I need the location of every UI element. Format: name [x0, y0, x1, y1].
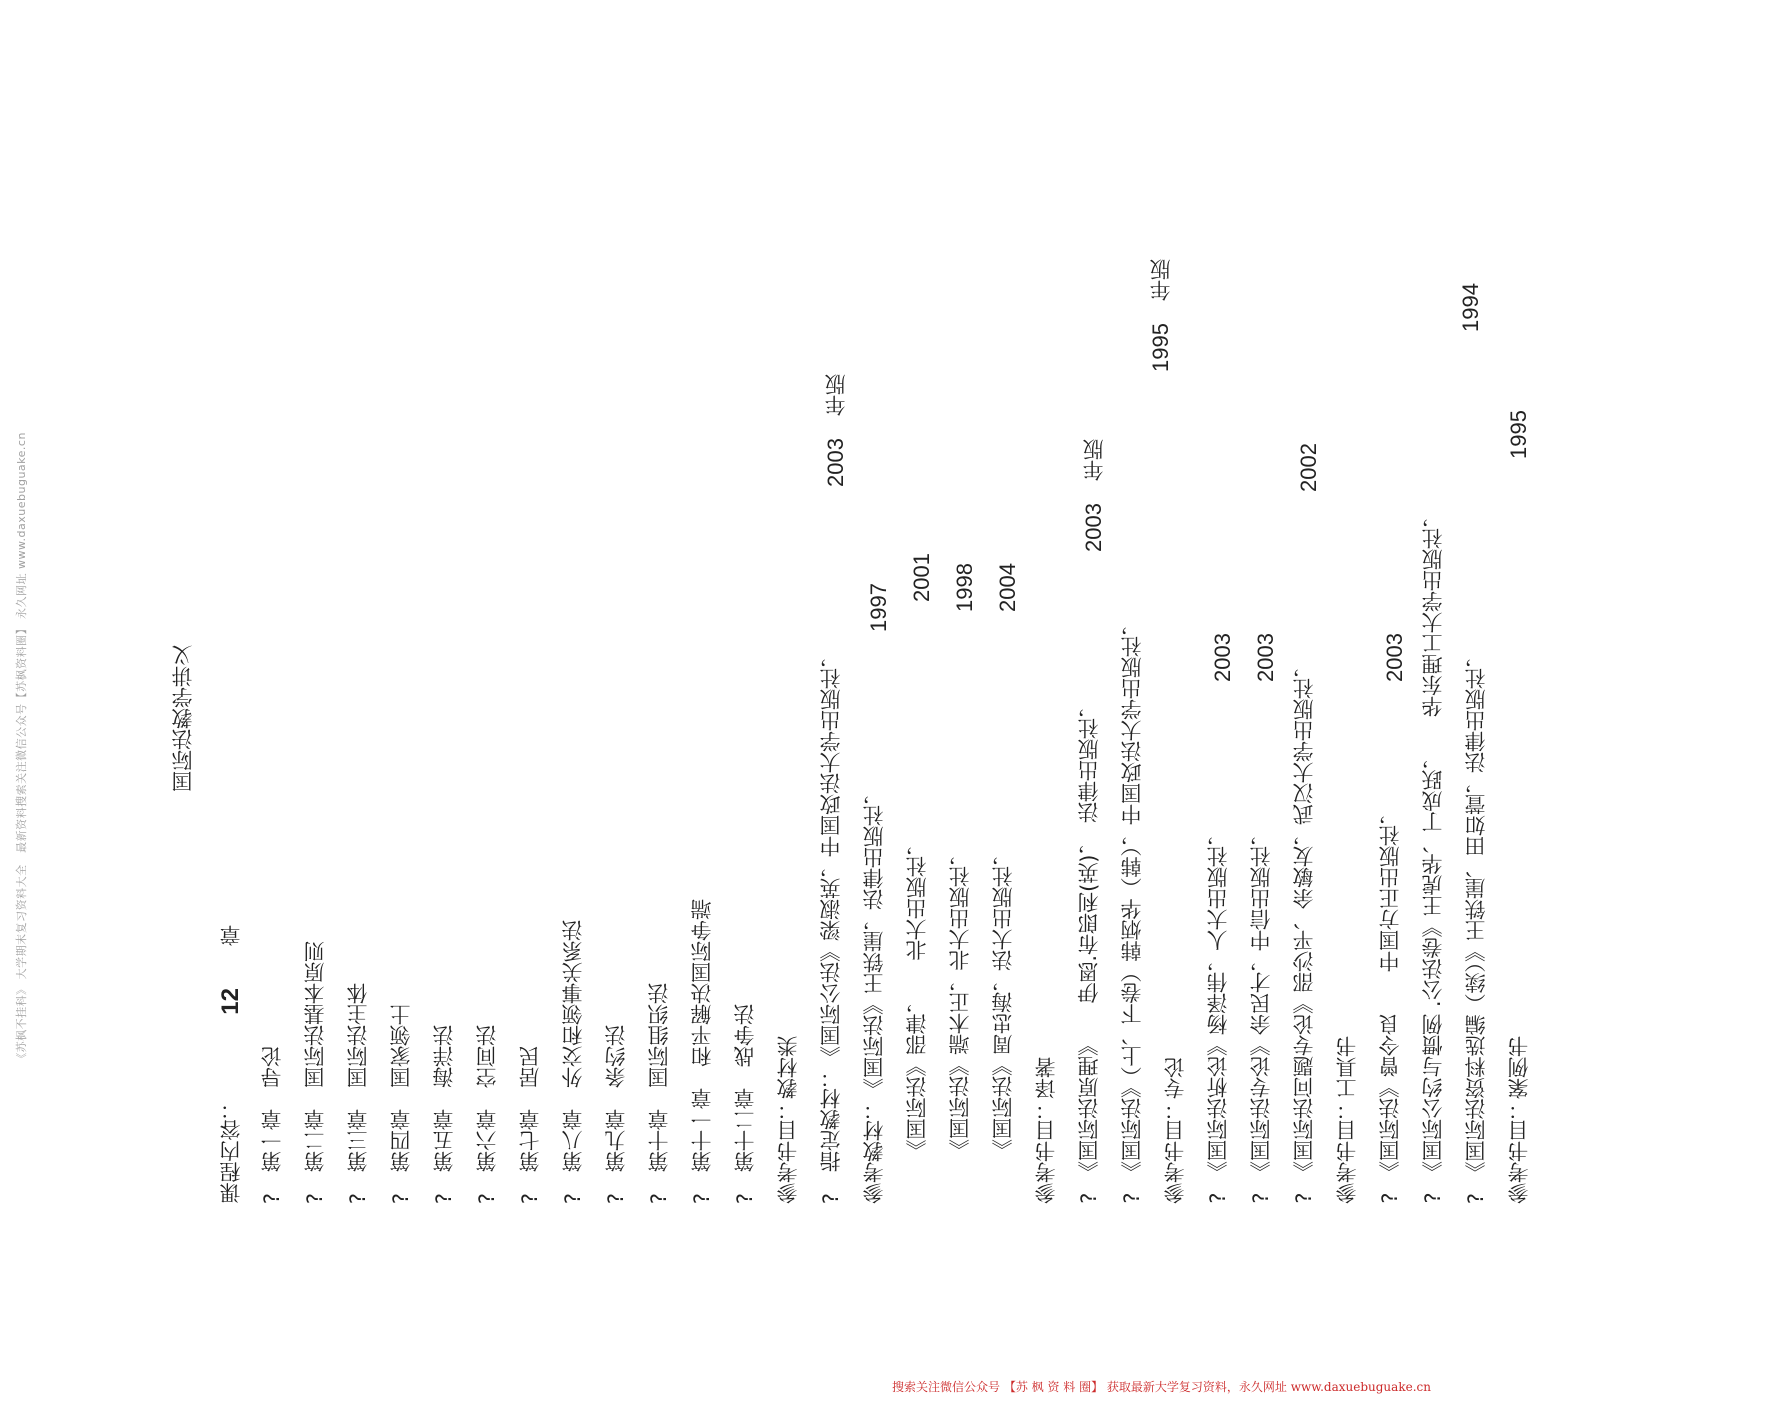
textbook-heading: 参考书目：教材类 [776, 1036, 800, 1204]
chapter-name: 国际组织法 [647, 982, 671, 1088]
chapter-row [735, 1004, 756, 1204]
chapter-name: 和平解决国际争端 [690, 898, 714, 1067]
chapter-row [606, 1025, 627, 1204]
chapter-bullet: ? [561, 1192, 585, 1204]
chapter-bullet: ? [475, 1192, 499, 1204]
reference-text: 《国际法》王铁崖，法律出版社， [862, 784, 886, 1099]
tools-bullet: ? [1421, 1192, 1445, 1204]
chapter-bullet: ? [733, 1192, 757, 1204]
monograph-heading: 参考书目：专论 [1163, 1057, 1187, 1204]
tools-text: 《国际公约与惯例 .公法卷》王虎华、丁成跃， 华东理工大学出版社， [1421, 507, 1445, 1172]
designated-label: 指定教材： [819, 1066, 843, 1172]
chapter-bullet: ? [389, 1192, 413, 1204]
chapter-row [649, 983, 670, 1204]
reference-text: 《国际法》端木正，北大出版社， [948, 845, 972, 1160]
cases-heading: 参考书目：案例书 [1507, 1036, 1531, 1204]
translated-text: 《国际法》（上、下卷）韩炳华（韩），中国政法大学出版社， [1120, 615, 1144, 1172]
chapter-bullet: ? [690, 1192, 714, 1204]
chapter-number: 第九章 [604, 1108, 628, 1172]
chapter-number: 第三章 [346, 1108, 370, 1172]
reference-textbook-line [993, 845, 1014, 1204]
chapter-name: 国际法基本原则 [303, 940, 327, 1088]
tools-item [1423, 507, 1444, 1204]
chapter-number: 第二章 [303, 1108, 327, 1172]
reference-textbook-line [907, 835, 928, 1205]
reference-label: 参考教材： [862, 1099, 886, 1204]
translated-year: 1995 年版 [1148, 259, 1173, 372]
footer-notice: 搜索关注微信公众号 【苏 枫 资 料 圈】 获取最新大学复习资料，永久网址 www.daxuebuguake.cn [892, 1380, 1431, 1394]
monograph-bullet: ? [1206, 1192, 1230, 1204]
designated-year: 2003 年版 [823, 374, 848, 487]
chapter-row [520, 1046, 541, 1204]
monograph-year: 2002 [1296, 443, 1321, 492]
chapter-name: 外交和领事关系法 [561, 919, 585, 1088]
reference-year: 1998 [952, 563, 977, 612]
designated-author: 梁淑英， [819, 856, 843, 941]
monograph-year: 2003 [1210, 633, 1235, 682]
chapter-bullet: ? [432, 1192, 456, 1204]
designated-publisher: 中国政法大学出版社， [819, 646, 843, 857]
monograph-bullet: ? [1249, 1192, 1273, 1204]
tools-year: 1994 [1458, 283, 1483, 332]
monograph-item [1208, 825, 1229, 1204]
chapter-bullet: ? [647, 1192, 671, 1204]
chapter-bullet: ? [303, 1192, 327, 1204]
chapter-name: 国家领土 [389, 1003, 413, 1088]
monograph-text: 《国际法问题专论》邵沙平、余敏友，武汉大学出版社， [1292, 657, 1316, 1172]
chapter-number: 第十章 [647, 1108, 671, 1172]
chapter-name: 国际法主体 [346, 982, 370, 1088]
translated-bullet: ? [1077, 1192, 1101, 1204]
translated-item [1122, 615, 1143, 1204]
chapter-number: 第十二章 [733, 1087, 757, 1172]
chapter-number: 第一章 [260, 1108, 284, 1172]
chapter-row [563, 920, 584, 1204]
chapter-name: 居民 [518, 1045, 542, 1088]
chapter-number: 第七章 [518, 1108, 542, 1172]
translated-year: 2003 年版 [1081, 439, 1106, 552]
tools-item [1466, 647, 1487, 1204]
chapter-name: 条约法 [604, 1024, 628, 1088]
reference-text: 《国际法》邵津， 北大出版社， [905, 834, 929, 1160]
tools-text: 《国际法》曾令良 中国方正出版社， [1378, 804, 1402, 1172]
translated-item [1079, 697, 1100, 1204]
course-unit: 章 [219, 925, 243, 947]
side-watermark [13, 395, 29, 1100]
reference-textbook-line [864, 784, 885, 1204]
translated-heading: 参考书目：译著 [1034, 1057, 1058, 1204]
course-content-line [219, 925, 243, 1204]
translated-text: 《国际法原理》 伊恩.布郎利(英)， 法律出版社， [1077, 697, 1101, 1172]
chapter-bullet: ? [346, 1192, 370, 1204]
chapter-row [477, 1025, 498, 1204]
monograph-year: 2003 [1253, 633, 1278, 682]
tools-year: 2003 [1382, 633, 1407, 682]
chapter-bullet: ? [260, 1192, 284, 1204]
chapter-name: 导论 [260, 1045, 284, 1088]
side-watermark-text: 《苏枫不挂科》 大学期末复习资料大全 最新资料搜索关注微信公众号【苏枫资料圈】 永久网址 www.daxuebuguake.cn [15, 431, 29, 1064]
reference-year: 2004 [995, 563, 1020, 612]
page-title: 国际法教学讲义 [171, 645, 195, 792]
designated-book: 《国际公法》 [819, 940, 843, 1067]
chapter-number: 第四章 [389, 1108, 413, 1172]
chapter-number: 第六章 [475, 1108, 499, 1172]
chapter-row [262, 1046, 283, 1204]
chapter-row [305, 941, 326, 1204]
chapter-bullet: ? [518, 1192, 542, 1204]
chapter-row [391, 1004, 412, 1204]
chapter-row [348, 983, 369, 1204]
chapter-name: 战争法 [733, 1003, 757, 1067]
chapter-name: 海洋法 [432, 1024, 456, 1088]
chapter-number: 第八章 [561, 1108, 585, 1172]
course-label: 课程内容： [219, 1099, 243, 1204]
chapter-row [434, 1025, 455, 1204]
monograph-text: 《国际法析论》杨泽伟，人大出版社， [1206, 825, 1230, 1172]
tools-heading: 参考书目：工具书 [1335, 1036, 1359, 1204]
chapter-row [692, 899, 713, 1204]
chapter-number: 第十一章 [690, 1087, 714, 1172]
tools-item [1380, 804, 1401, 1204]
designated-bullet: ? [819, 1192, 843, 1204]
monograph-item [1294, 657, 1315, 1204]
reference-year: 2001 [909, 553, 934, 602]
tools-year: 1995 [1506, 410, 1531, 459]
course-count: 12 [217, 988, 244, 1015]
designated-textbook-line [821, 647, 842, 1204]
monograph-text: 《国际法专论》余民才，中信出版社， [1249, 825, 1273, 1172]
chapter-name: 空间法 [475, 1024, 499, 1088]
reference-year: 1997 [866, 583, 891, 632]
reference-textbook-line [950, 845, 971, 1204]
monograph-item [1251, 825, 1272, 1204]
chapter-bullet: ? [604, 1192, 628, 1204]
tools-text: 《国际法资料选编（续）》王铁崖、田如萱，法律出版社， [1464, 646, 1488, 1172]
reference-text: 《国际法》周忠海，法大出版社， [991, 845, 1015, 1160]
translated-bullet: ? [1120, 1192, 1144, 1204]
tools-bullet: ? [1464, 1192, 1488, 1204]
chapter-number: 第五章 [432, 1108, 456, 1172]
monograph-bullet: ? [1292, 1192, 1316, 1204]
tools-bullet: ? [1378, 1192, 1402, 1204]
